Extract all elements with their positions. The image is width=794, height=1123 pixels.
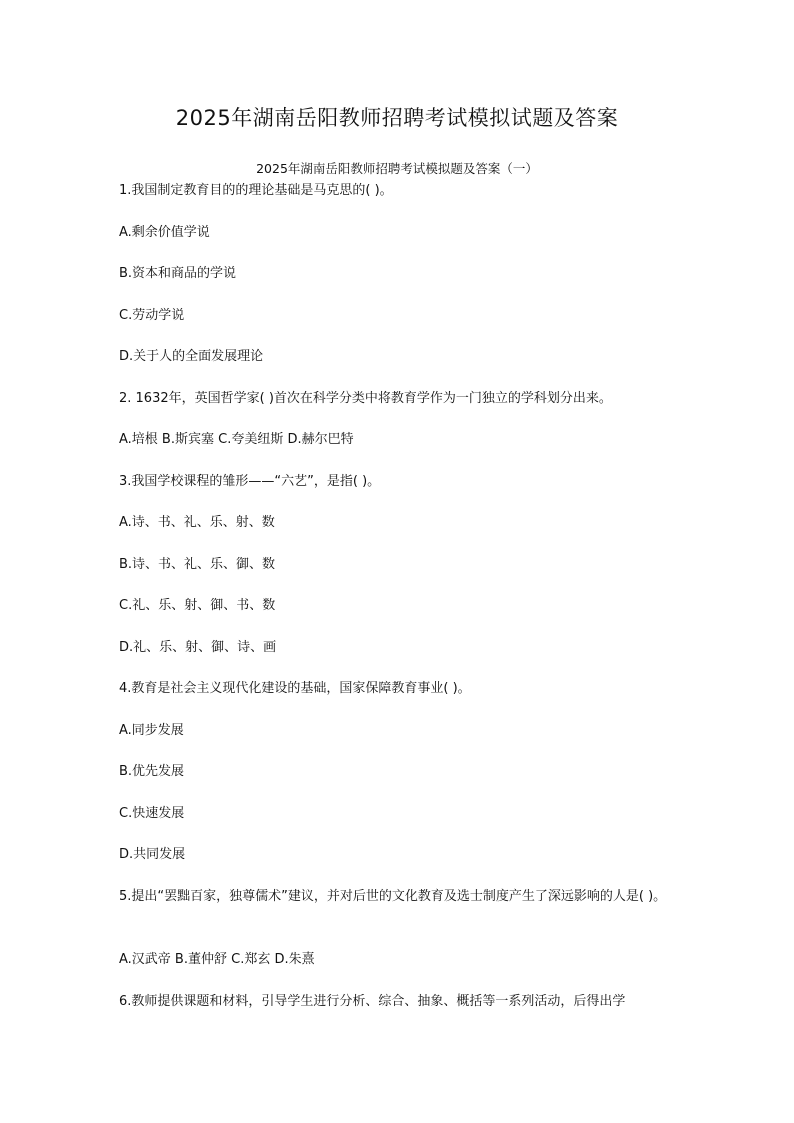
question-4-option-b: B.优先发展 bbox=[119, 764, 185, 779]
document-subtitle: 2025年湖南岳阳教师招聘考试模拟题及答案（一） bbox=[256, 161, 538, 176]
question-2: 2. 1632年，英国哲学家( )首次在科学分类中将教育学作为一门独立的学科划分出来。 bbox=[119, 391, 612, 406]
question-3-option-c: C.礼、乐、射、御、书、数 bbox=[119, 598, 276, 613]
question-4-option-a: A.同步发展 bbox=[119, 723, 184, 738]
question-3-option-b: B.诗、书、礼、乐、御、数 bbox=[119, 557, 276, 572]
question-3-option-d: D.礼、乐、射、御、诗、画 bbox=[119, 640, 277, 655]
question-1-option-d: D.关于人的全面发展理论 bbox=[119, 349, 264, 364]
question-1-option-b: B.资本和商品的学说 bbox=[119, 266, 237, 281]
question-5: 5.提出“罢黜百家，独尊儒术”建议，并对后世的文化教育及选士制度产生了深远影响的人是( )。 bbox=[119, 889, 667, 904]
question-5-options: A.汉武帝 B.董仲舒 C.郑玄 D.朱熹 bbox=[119, 952, 315, 967]
question-3: 3.我国学校课程的雏形——“六艺”，是指( )。 bbox=[119, 474, 381, 489]
document-title: 2025年湖南岳阳教师招聘考试模拟试题及答案 bbox=[175, 106, 619, 130]
question-3-option-a: A.诗、书、礼、乐、射、数 bbox=[119, 515, 275, 530]
question-6: 6.教师提供课题和材料，引导学生进行分析、综合、抽象、概括等一系列活动，后得出学 bbox=[119, 994, 626, 1009]
question-1-option-c: C.劳动学说 bbox=[119, 308, 185, 323]
question-1: 1.我国制定教育目的的理论基础是马克思的( )。 bbox=[119, 183, 393, 198]
question-1-option-a: A.剩余价值学说 bbox=[119, 225, 210, 240]
question-2-options: A.培根 B.斯宾塞 C.夸美纽斯 D.赫尔巴特 bbox=[119, 432, 354, 447]
question-4-option-d: D.共同发展 bbox=[119, 847, 186, 862]
question-4: 4.教育是社会主义现代化建设的基础，国家保障教育事业( )。 bbox=[119, 681, 471, 696]
question-4-option-c: C.快速发展 bbox=[119, 806, 185, 821]
